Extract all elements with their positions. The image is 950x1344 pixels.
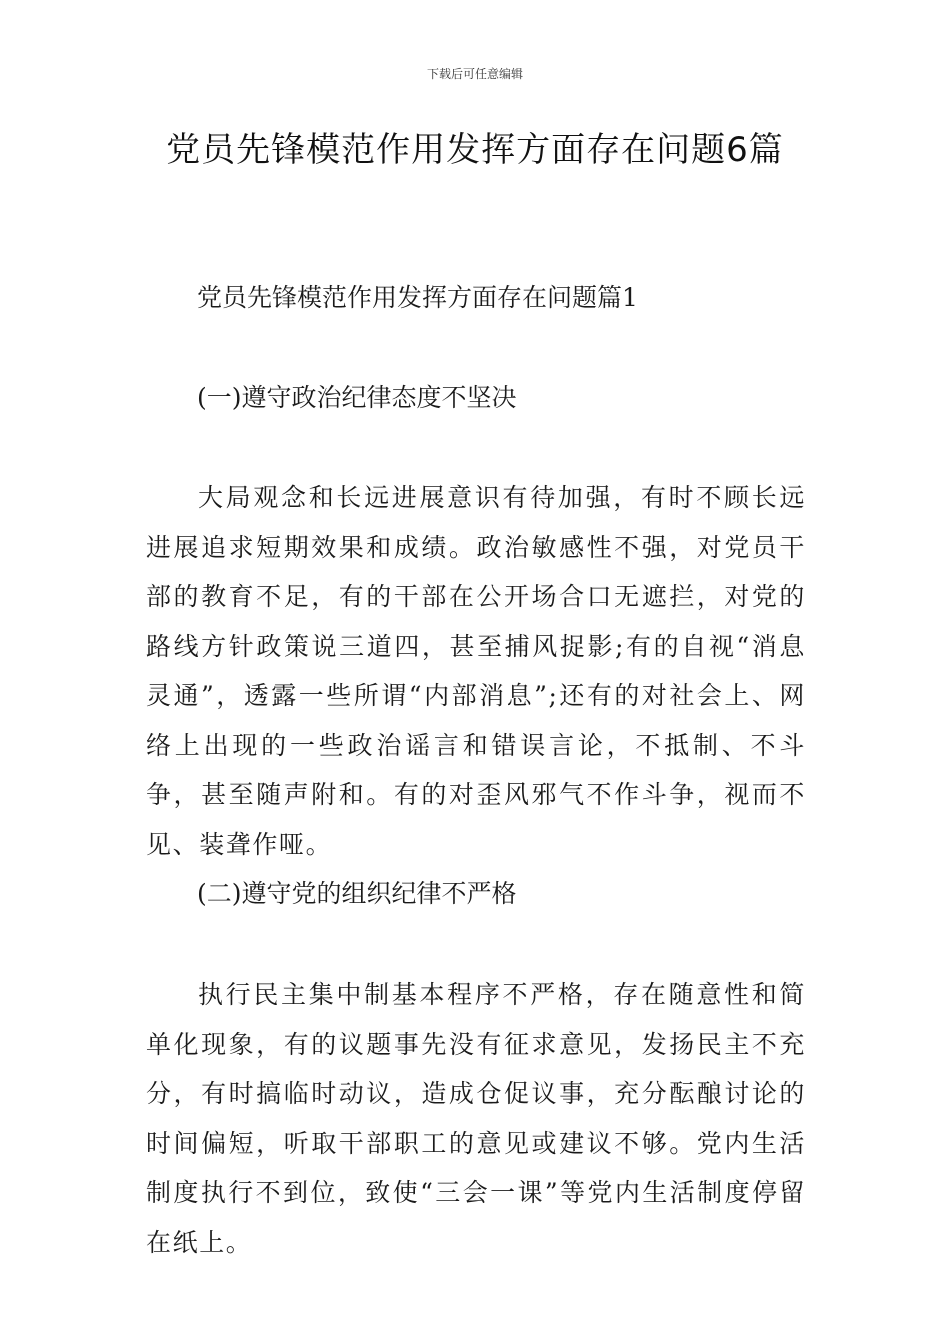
subheading-political-discipline: (一)遵守政治纪律态度不坚决 [197, 383, 517, 412]
header-note: 下载后可任意编辑 [426, 67, 523, 81]
subheading-organizational-discipline: (二)遵守党的组织纪律不严格 [197, 879, 517, 908]
document-title: 党员先锋模范作用发挥方面存在问题6篇 [166, 130, 784, 170]
paragraph-organizational-discipline: 执行民主集中制基本程序不严格，存在随意性和简单化现象，有的议题事先没有征求意见，发扬民主不充分，有时搞临时动议，造成仓促议事，充分酝酿讨论的时间偏短，听取干部职工的意见或建议不够。党内生活制度执行不到位，致使“三会一课”等党内生活制度停留在纸上。 [146, 980, 806, 1257]
section-heading: 党员先锋模范作用发挥方面存在问题篇1 [197, 283, 638, 312]
paragraph-political-discipline: 大局观念和长远进展意识有待加强，有时不顾长远进展追求短期效果和成绩。政治敏感性不强，对党员干部的教育不足，有的干部在公开场合口无遮拦，对党的路线方针政策说三道四，甚至捕风捉影;有的自视“消息灵通”，透露一些所谓“内部消息”;还有的对社会上、网络上出现的一些政治谣言和错误言论，不抵制、不斗争，甚至随声附和。有的对歪风邪气不作斗争，视而不见、装聋作哑。 [146, 483, 806, 859]
